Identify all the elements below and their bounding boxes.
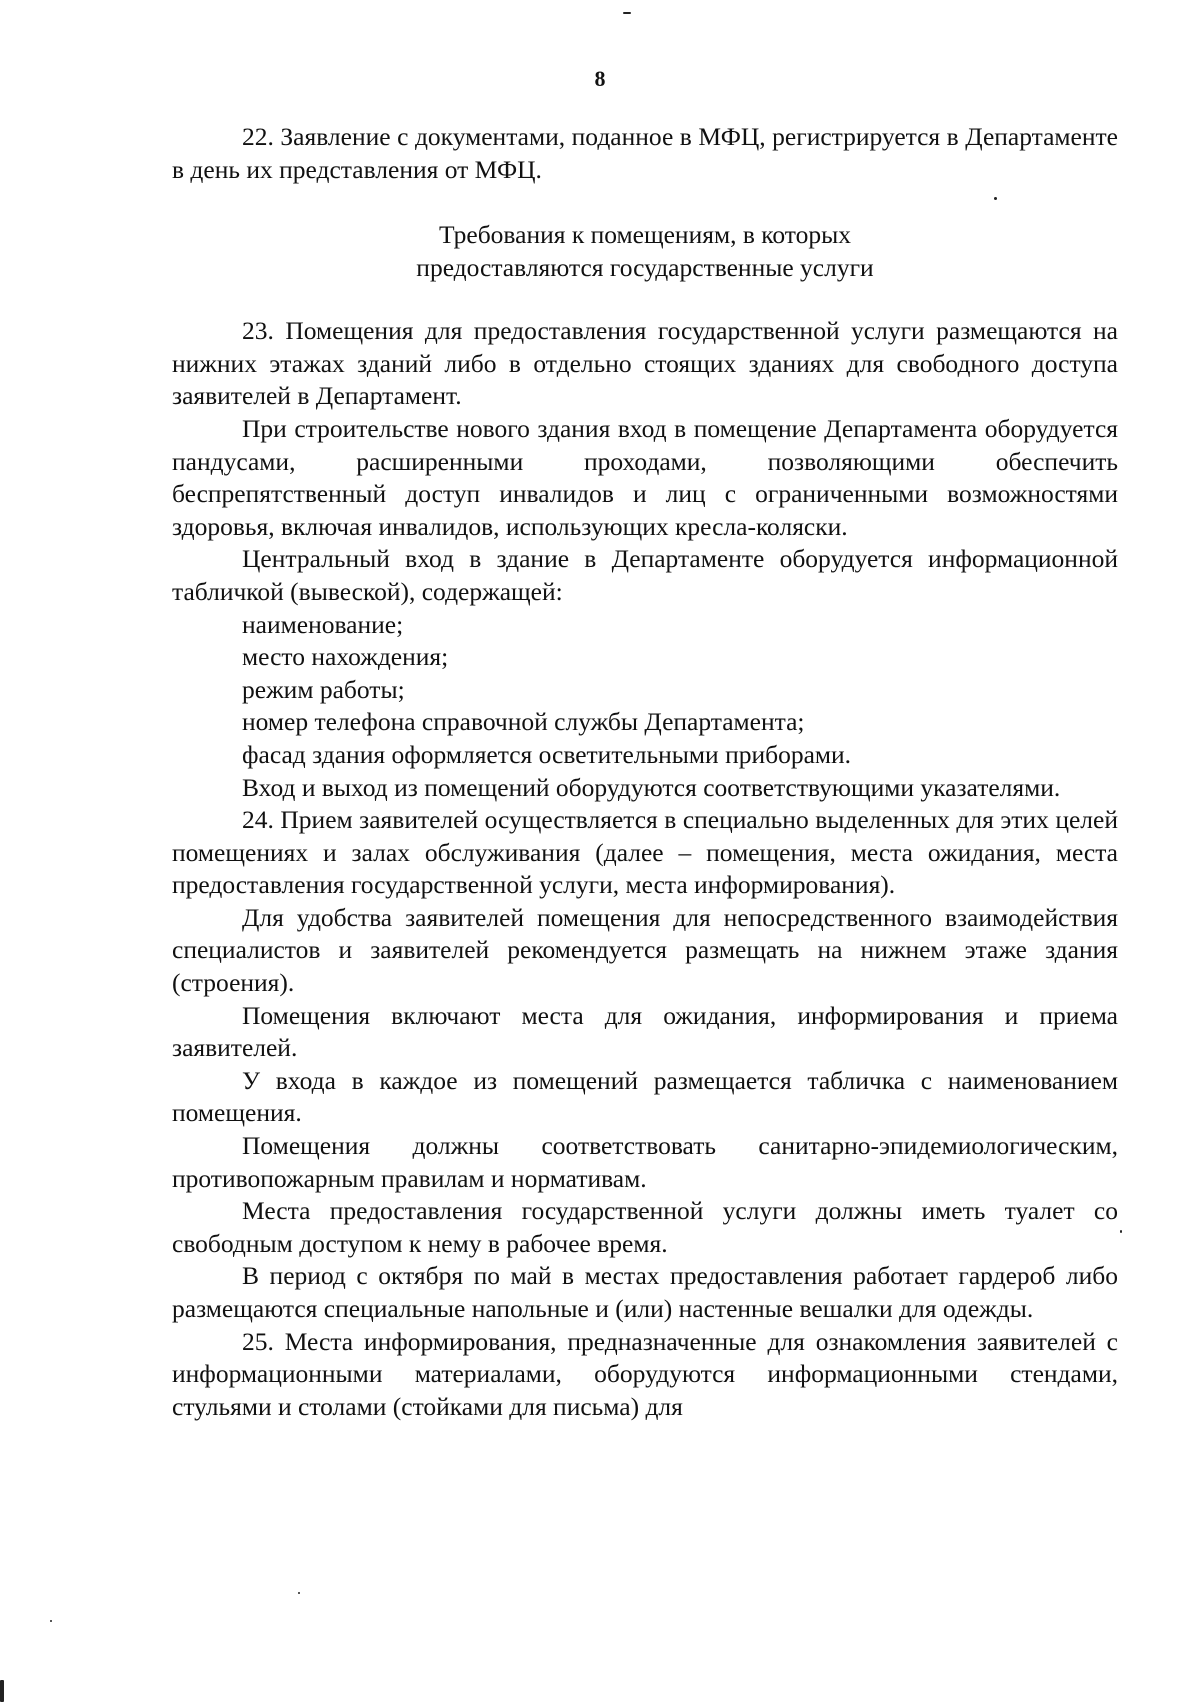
paragraph-places: Помещения включают места для ожидания, информирования и приема заявителей. (172, 1000, 1118, 1063)
paragraph-toilet: Места предоставления государственной услуги должны иметь туалет со свободным доступом к нему в рабочее время. (172, 1196, 1118, 1258)
document-body (172, 121, 1118, 1423)
section-heading-line-2: предоставляются государственные услуги (416, 253, 874, 283)
scan-speck (623, 12, 631, 14)
list-item: наименование; (242, 609, 404, 639)
paragraph-22: 22. Заявление с документами, поданное в МФЦ, регистрируется в Департаменте в день их представления от МФЦ. (172, 122, 1118, 184)
paragraph-convenience: Для удобства заявителей помещения для непосредственного взаимодействия специалистов и заявителей рекомендуется размещать на нижнем этаже здания (строения). (172, 902, 1118, 998)
section-heading (172, 218, 1118, 284)
list-item: номер телефона справочной службы Департамента; (242, 707, 805, 737)
paragraph-wardrobe: В период с октября по май в местах предоставления работает гардероб либо размещаются специальные напольные и (или) настенные вешалки для одежды. (172, 1261, 1118, 1323)
scan-speck (994, 197, 997, 200)
scan-speck (298, 1592, 300, 1594)
paragraph-entrance: Центральный вход в здание в Департаменте оборудуется информационной табличкой (вывеской), содержащей: (172, 544, 1118, 606)
list-item: фасад здания оформляется осветительными приборами. (242, 739, 852, 769)
list-item: режим работы; (242, 674, 405, 704)
paragraph-plate: У входа в каждое из помещений размещается табличка с наименованием помещения. (172, 1065, 1118, 1128)
paragraph-construction: При строительстве нового здания вход в помещение Департамента оборудуется пандусами, расширенными проходами, позволяющими обеспечить беспрепятственный доступ инвалидов и лиц с ограниченными возможностями здоровья, включая инвалидов, использующих кресла-коляски. (172, 413, 1118, 541)
paragraph-exits: Вход и выход из помещений оборудуются соответствующими указателями. (242, 772, 1061, 802)
page-number: 8 (594, 66, 606, 91)
list-item: место нахождения; (242, 642, 449, 672)
scan-speck (0, 1680, 4, 1702)
paragraph-23: 23. Помещения для предоставления государственной услуги размещаются на нижних этажах зданий либо в отдельно стоящих зданиях для свободного доступа заявителей в Департамент. (172, 316, 1118, 411)
scan-speck (50, 1620, 52, 1622)
scan-speck (1120, 1230, 1122, 1233)
section-heading-line-1: Требования к помещениям, в которых (439, 220, 851, 250)
sign-items-list (172, 609, 1118, 772)
paragraph-sanitary: Помещения должны соответствовать санитарно-эпидемиологическим, противопожарным правилам и нормативам. (172, 1131, 1118, 1193)
paragraph-24: 24. Прием заявителей осуществляется в специально выделенных для этих целей помещениях и залах обслуживания (далее – помещения, места ожидания, места предоставления государственной услуги, места информирования). (172, 805, 1118, 900)
paragraph-25: 25. Места информирования, предназначенные для ознакомления заявителей с информационными материалами, оборудуются информационными стендами, стульями и столами (стойками для письма) для (172, 1326, 1118, 1421)
